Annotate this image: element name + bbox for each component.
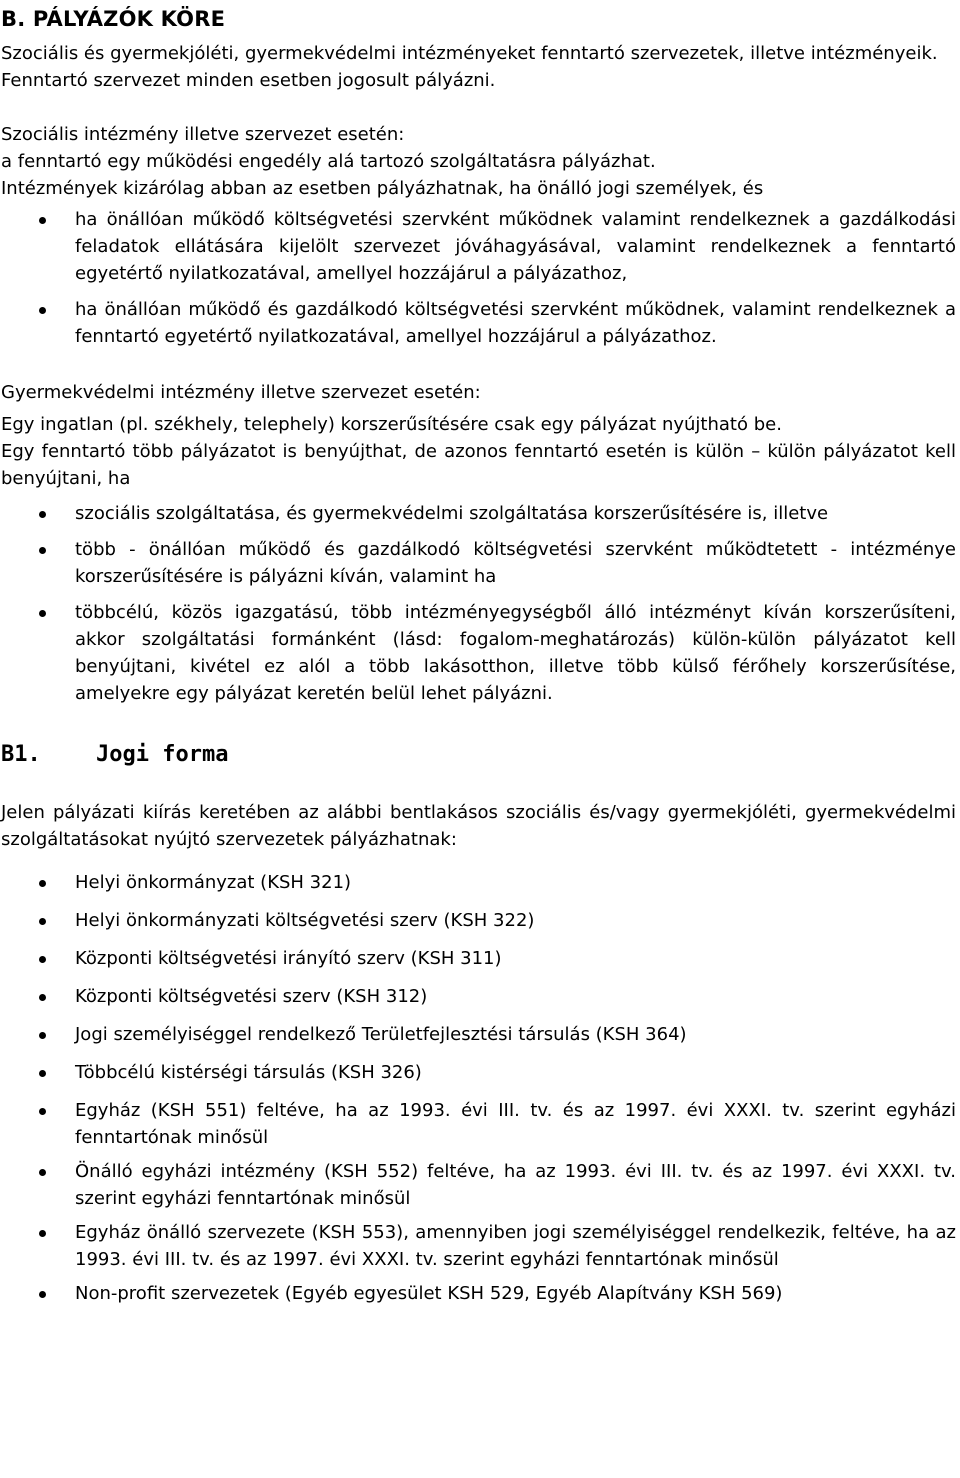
list-item: többcélú, közös igazgatású, több intézményegységből álló intézményt kíván korszerűsíteni, akkor szolgáltatási formánként (lásd: fogalom-meghatározás) külön-külön pályázatot kell benyújtani, kivétel ez alól a több lakásotthon, illetve több külső férőhely korszerűsítése, amelyekre egy pályázat keretén belül lehet pályázni. (1, 599, 956, 707)
paragraph-multiple-applications: Egy fenntartó több pályázatot is benyújthat, de azonos fenntartó esetén is külön – külön pályázatot kell benyújtani, ha (1, 441, 956, 489)
list-item: Központi költségvetési irányító szerv (KSH 311) (1, 945, 956, 972)
paragraph-institutions-condition: Intézmények kizárólag abban az esetben pályázhatnak, ha önálló jogi személyek, és (1, 178, 764, 199)
paragraph-social-institution-heading: Szociális intézmény illetve szervezet esetén: (1, 124, 405, 145)
list-item: ha önállóan működő és gazdálkodó költségvetési szervként működnek, valamint rendelkeznek a fenntartó egyetértő nyilatkozatával, amellyel hozzájárul a pályázathoz. (1, 296, 956, 350)
paragraph-child-protection-heading: Gyermekvédelmi intézmény illetve szervezet esetén: (1, 382, 481, 403)
list-item: Helyi önkormányzati költségvetési szerv (KSH 322) (1, 907, 956, 934)
list-item: Non-profit szervezetek (Egyéb egyesület KSH 529, Egyéb Alapítvány KSH 569) (1, 1280, 956, 1307)
paragraph-legal-form-intro: Jelen pályázati kiírás keretében az alábbi bentlakásos szociális és/vagy gyermekjóléti, gyermekvédelmi szolgáltatásokat nyújtó szervezetek pályázhatnak: (1, 802, 956, 850)
section-b1-title: Jogi forma (96, 742, 229, 767)
list-item: Jogi személyiséggel rendelkező Területfejlesztési társulás (KSH 364) (1, 1021, 956, 1048)
list-item: több - önállóan működő és gazdálkodó költségvetési szervként működtetett - intézménye korszerűsítésére is pályázni kíván, valamint ha (1, 536, 956, 590)
section-b-heading: B. PÁLYÁZÓK KÖRE (1, 7, 226, 31)
paragraph-eligible-organizations: Szociális és gyermekjóléti, gyermekvédelmi intézményeket fenntartó szervezetek, illetve intézményeik. (1, 43, 938, 64)
list-item: Többcélú kistérségi társulás (KSH 326) (1, 1059, 956, 1086)
list-item: Egyház (KSH 551) feltéve, ha az 1993. évi III. tv. és az 1997. évi XXXI. tv. szerint egyházi fenntartónak minősül (1, 1097, 956, 1151)
institution-conditions-list (1, 206, 956, 350)
list-item: Önálló egyházi intézmény (KSH 552) feltéve, ha az 1993. évi III. tv. és az 1997. évi XXXI. tv. szerint egyházi fenntartónak minősül (1, 1158, 956, 1212)
legal-forms-list (1, 869, 956, 1307)
separate-application-cases-list (1, 500, 956, 707)
section-b1-number: B1. (1, 742, 41, 767)
list-item: Egyház önálló szervezete (KSH 553), amennyiben jogi személyiséggel rendelkezik, feltéve, ha az 1993. évi III. tv. és az 1997. évi XXXI. tv. szerint egyházi fenntartónak minősül (1, 1219, 956, 1273)
section-b1-heading (1, 741, 956, 769)
paragraph-social-institution-rule: a fenntartó egy működési engedély alá tartozó szolgáltatásra pályázhat. (1, 151, 656, 172)
list-item: Helyi önkormányzat (KSH 321) (1, 869, 956, 896)
list-item: ha önállóan működő költségvetési szervként működnek valamint rendelkeznek a gazdálkodási feladatok ellátására kijelölt szervezet jóváhagyásával, valamint rendelkeznek a fenntartó egyetértő nyilatkozatával, amellyel hozzájárul a pályázathoz, (1, 206, 956, 287)
paragraph-operator-eligible: Fenntartó szervezet minden esetben jogosult pályázni. (1, 70, 496, 91)
paragraph-one-property-rule: Egy ingatlan (pl. székhely, telephely) korszerűsítésére csak egy pályázat nyújtható be. (1, 414, 782, 435)
list-item: szociális szolgáltatása, és gyermekvédelmi szolgáltatása korszerűsítésére is, illetve (1, 500, 956, 527)
list-item: Központi költségvetési szerv (KSH 312) (1, 983, 956, 1010)
